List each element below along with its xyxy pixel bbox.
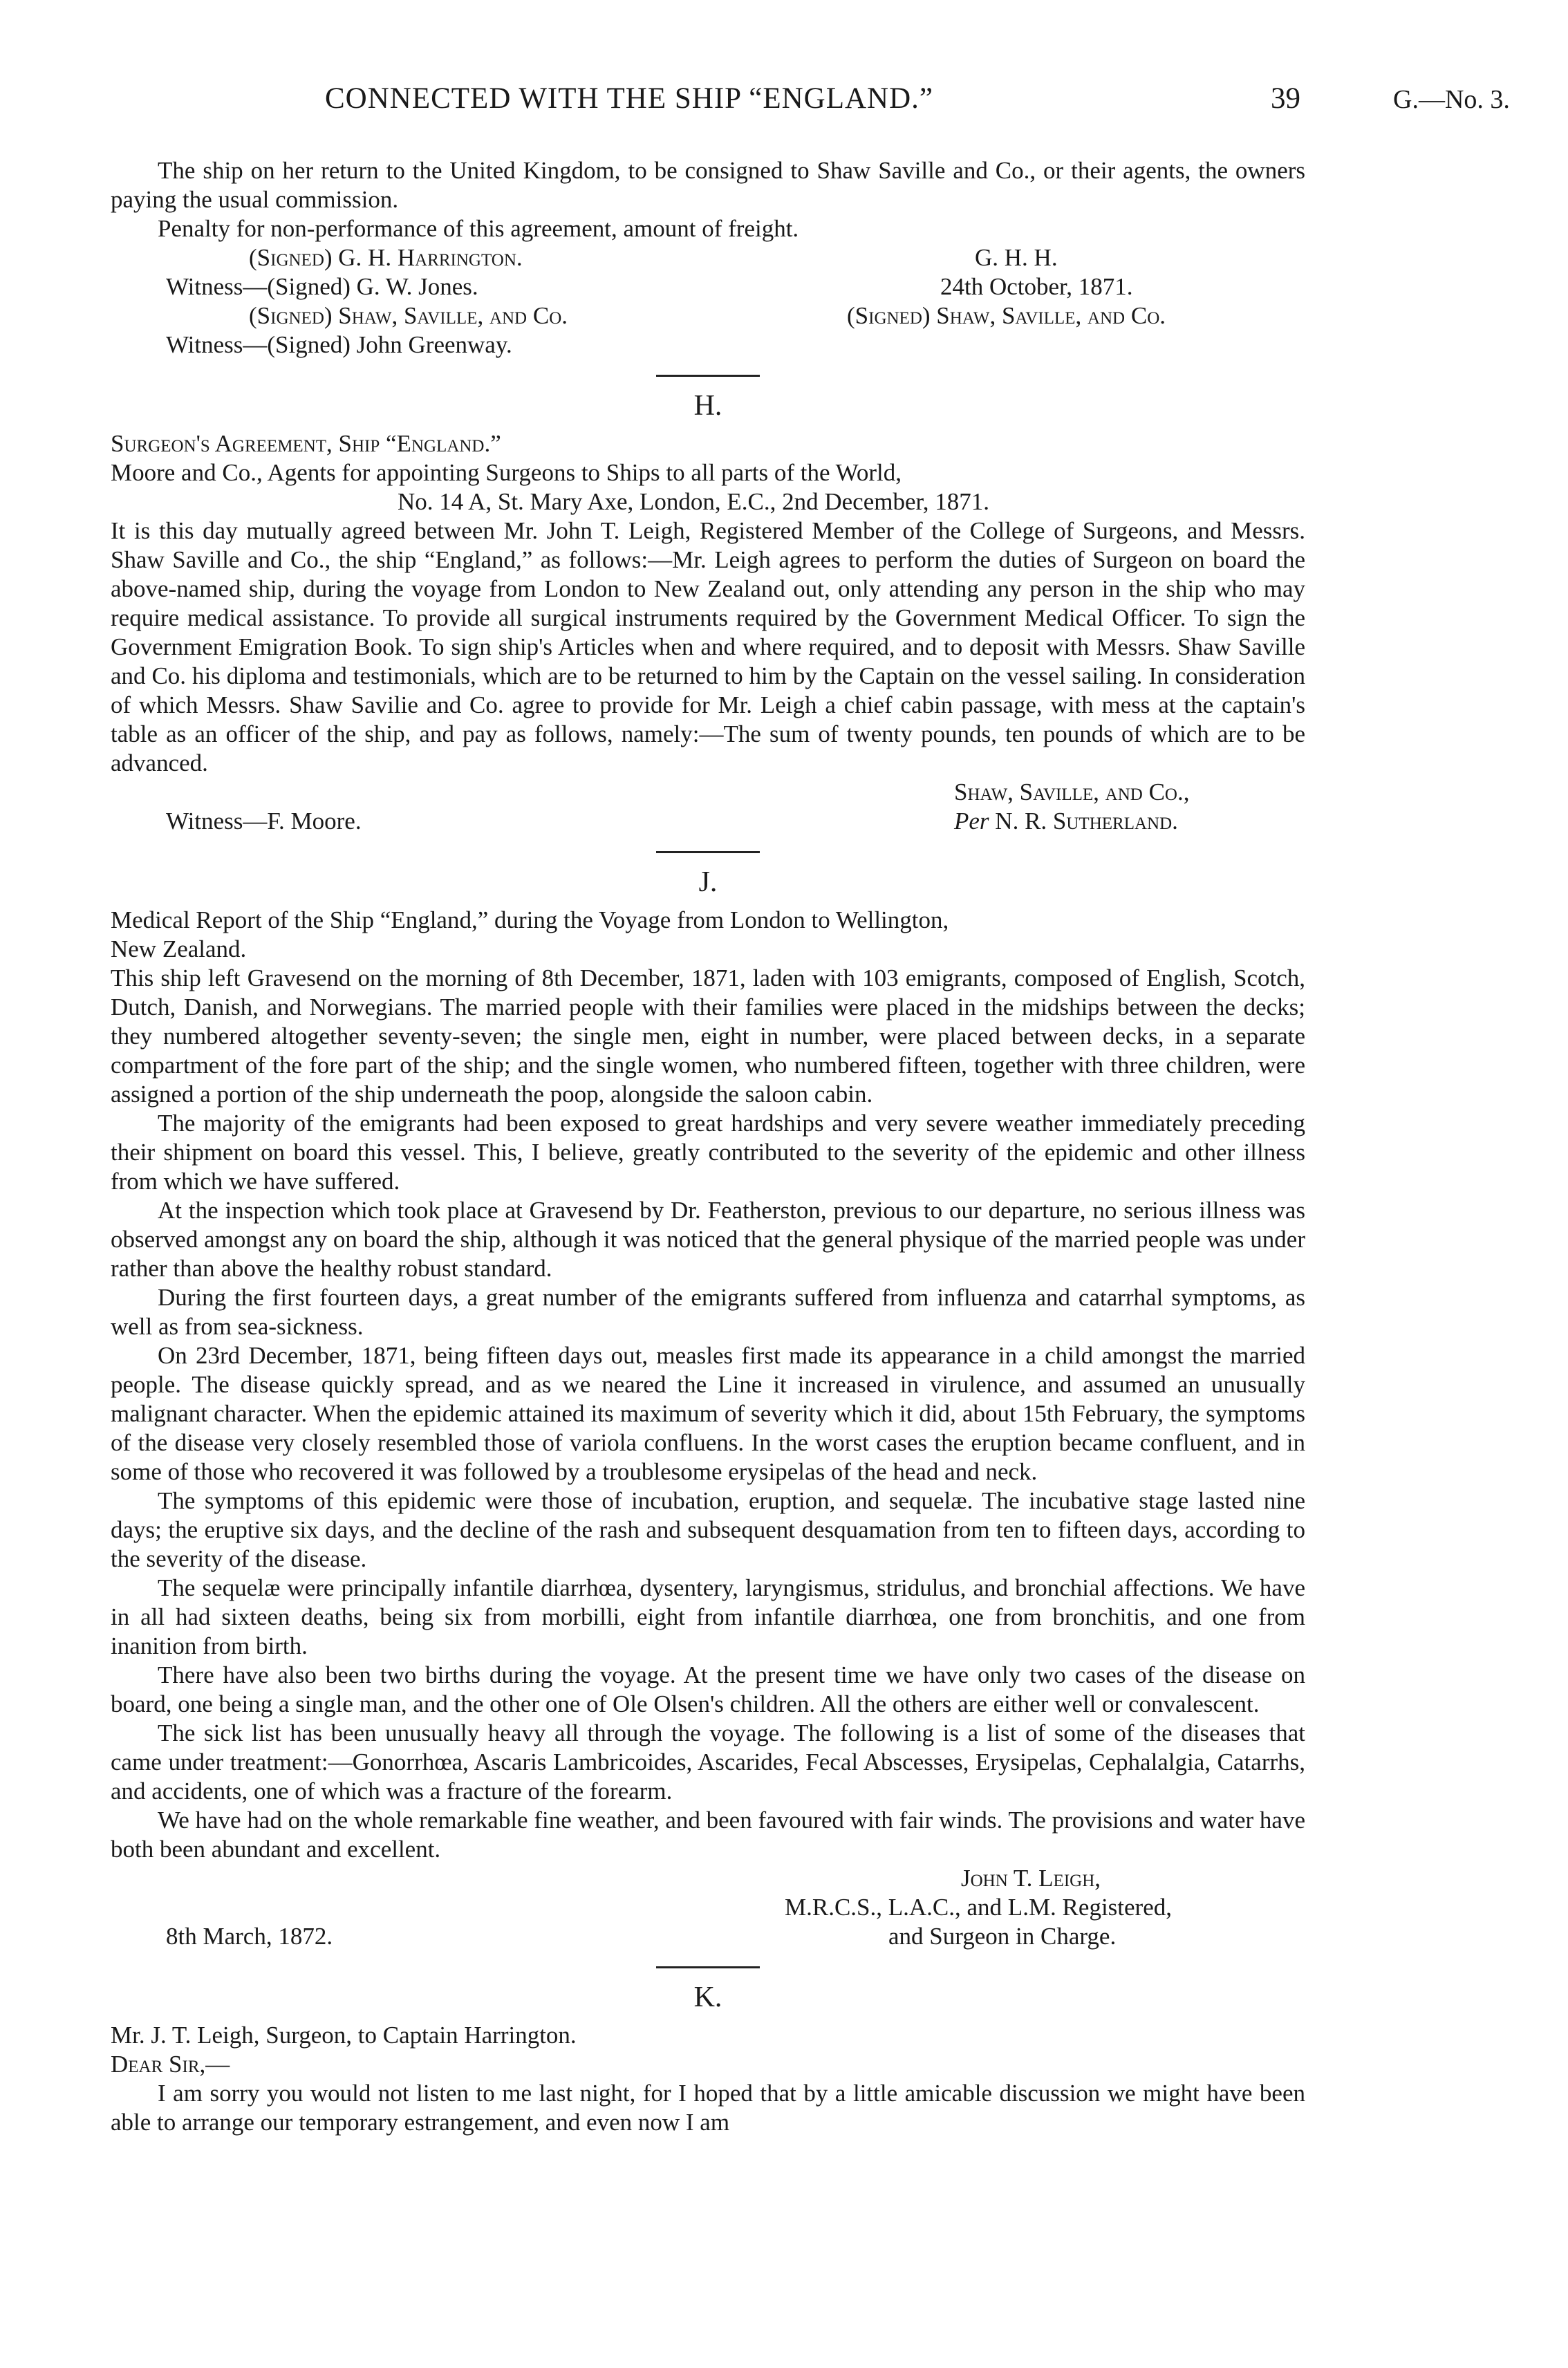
letter-heading <box>111 2021 1305 2050</box>
signature-row-1 <box>111 243 1305 272</box>
report-paragraph-3: At the inspection which took place at Gravesend by Dr. Featherston, previous to our departure, no serious illness was observed amongst any on board the ship, although it was noticed that the general physique of the married people was under rather than above the healthy robust standard. <box>111 1197 1305 1282</box>
medical-report-title-2: New Zealand. <box>111 935 247 962</box>
running-header <box>0 82 1568 123</box>
section-h-title: Surgeon's Agreement, Ship “England.” <box>111 430 501 457</box>
agents-line-2: No. 14 A, St. Mary Axe, London, E.C., 2nd December, 1871. <box>398 488 989 515</box>
page-number: 39 <box>1271 82 1300 115</box>
witness-greenway: Witness—(Signed) John Greenway. <box>166 331 512 358</box>
report-paragraph-8: There have also been two births during the voyage. At the present time we have only two cases of the disease on board, one being a single man, and the other one of Ole Olsen's children. All the others are either well or convalescent. <box>111 1661 1305 1717</box>
signature-initials: G. H. H. <box>975 244 1058 271</box>
agents-line-1: Moore and Co., Agents for appointing Surgeons to Ships to all parts of the World, <box>111 459 902 486</box>
report-paragraph-9: The sick list has been unusually heavy all through the voyage. The following is a list of some of the diseases that came under treatment:—Gonorrhœa, Ascaris Lambricoides, Ascarides, Fecal Abscesses, Erysipelas, Cephalalgia, Catarrhs, and accidents, one of which was a fracture of the forearm. <box>111 1719 1305 1805</box>
report-paragraph-7: The sequelæ were principally infantile diarrhœa, dysentery, laryngismus, stridulus, and bronchial affections. We have in all had sixteen deaths, being six from morbilli, eight from infantile diarrhœa, one from bronchitis, and one from inanition from birth. <box>111 1574 1305 1659</box>
section-h-letter: H. <box>693 390 722 422</box>
agreement-penalty: Penalty for non-performance of this agreement, amount of freight. <box>158 215 799 242</box>
medical-report-title-1: Medical Report of the Ship “England,” during the Voyage from London to Wellington, <box>111 906 949 933</box>
surgeon-agreement-body: It is this day mutually agreed between Mr. John T. Leigh, Registered Member of the College of Surgeons, and Messrs. Shaw Saville and Co., the ship “England,” as follows:—Mr. Leigh agrees to perform the duties of Surgeon on board the above-named ship, during the voyage from London to New Zealand out, only attending any person in the ship who may require medical assistance. To provide all surgical instruments required by the Government Medical Officer. To sign the Government Emigration Book. To sign ship's Articles when and where required, and to deposit with Messrs. Shaw Saville and Co. his diploma and testimonials, which are to be returned to him by the Captain on the vessel sailing. In consideration of which Messrs. Shaw Savilie and Co. agree to provide for Mr. Leigh a chief cabin passage, with mess at the captain's table as an officer of the ship, and pay as follows, namely:—The sum of twenty pounds, ten pounds of which are to be advanced. <box>111 517 1305 776</box>
per-sutherland: N. R. Sutherland. <box>995 808 1178 835</box>
signature-harrington: (Signed) G. H. Harrington. <box>249 244 523 271</box>
witness-moore-row <box>111 807 1305 836</box>
report-paragraph-1: This ship left Gravesend on the morning of 8th December, 1871, laden with 103 emigrants, composed of English, Scotch, Dutch, Danish, and Norwegians. The married people with their families were placed in the midships between the decks; they numbered altogether seventy-seven; the single men, eight in number, were placed between decks, in a separate compartment of the fore part of the ship; and the single women, who numbered fifteen, together with three children, were assigned a portion of the ship underneath the poop, alongside the saloon cabin. <box>111 964 1305 1108</box>
header-title: CONNECTED WITH THE SHIP “ENGLAND.” <box>325 82 933 115</box>
section-divider <box>656 1966 760 1968</box>
signer-shaw-saville: Shaw, Saville, and Co., <box>954 779 1190 805</box>
letter-body: I am sorry you would not listen to me last night, for I hoped that by a little amicable discussion we might have been able to arrange our temporary estrangement, and even now I am <box>111 2080 1305 2136</box>
section-k-letter: K. <box>693 1982 722 2013</box>
witness-moore: Witness—F. Moore. <box>166 808 362 835</box>
section-divider <box>656 375 760 377</box>
signature-row-3 <box>111 301 1305 330</box>
report-paragraph-4: During the first fourteen days, a great number of the emigrants suffered from influenza and catarrhal symptoms, as well as from sea-sickness. <box>111 1284 1305 1340</box>
report-paragraph-2: The majority of the emigrants had been exposed to great hardships and very severe weather immediately preceding their shipment on board this vessel. This, I believe, greatly contributed to the severity of the epidemic and other illness from which we have suffered. <box>111 1110 1305 1195</box>
signature-shaw-saville-left: (Signed) Shaw, Saville, and Co. <box>249 302 568 329</box>
witness-jones: Witness—(Signed) G. W. Jones. <box>166 273 478 300</box>
report-paragraph-5: On 23rd December, 1871, being fifteen days out, measles first made its appearance in a child amongst the married people. The disease quickly spread, and as we neared the Line it increased in virulence, and assumed an unusually malignant character. When the epidemic attained its maximum of severity which it did, about 15th February, the symptoms of the disease very closely resembled those of variola confluens. In the worst cases the eruption became confluent, and in some of those who recovered it was followed by a troublesome erysipelas of the head and neck. <box>111 1342 1305 1485</box>
report-paragraph-10: We have had on the whole remarkable fine weather, and been favoured with fair winds. The provisions and water have both been abundant and excellent. <box>111 1807 1305 1863</box>
signature-shaw-saville-right: (Signed) Shaw, Saville, and Co. <box>847 302 1166 329</box>
per-label: Per <box>954 808 989 835</box>
report-date-row <box>111 1922 1305 1951</box>
main-column <box>111 156 1305 2137</box>
report-date: 8th March, 1872. <box>166 1923 333 1950</box>
report-paragraph-6: The symptoms of this epidemic were those of incubation, eruption, and sequelæ. The incubative stage lasted nine days; the eruptive six days, and the decline of the rash and subsequent desquamation from ten to fifteen days, according to the severity of the disease. <box>111 1487 1305 1572</box>
section-j-letter: J. <box>698 866 718 898</box>
agreement-date: 24th October, 1871. <box>940 273 1133 300</box>
section-divider <box>656 851 760 853</box>
signature-row-4 <box>111 330 1305 360</box>
agreement-paragraph: The ship on her return to the United Kingdom, to be consigned to Shaw Saville and Co., or their agents, the owners paying the usual commission. <box>111 157 1305 213</box>
report-signer-qualifications: M.R.C.S., L.A.C., and L.M. Registered, <box>785 1894 1172 1921</box>
report-signer-name: John T. Leigh, <box>961 1865 1101 1892</box>
letter-heading-text: Mr. J. T. Leigh, Surgeon, to Captain Harrington. <box>111 2022 577 2049</box>
series-number: G.—No. 3. <box>1393 85 1510 114</box>
letter-salutation: Dear Sir,— <box>111 2051 230 2078</box>
signature-row-2 <box>111 272 1305 301</box>
report-signer-role: and Surgeon in Charge. <box>888 1923 1117 1950</box>
